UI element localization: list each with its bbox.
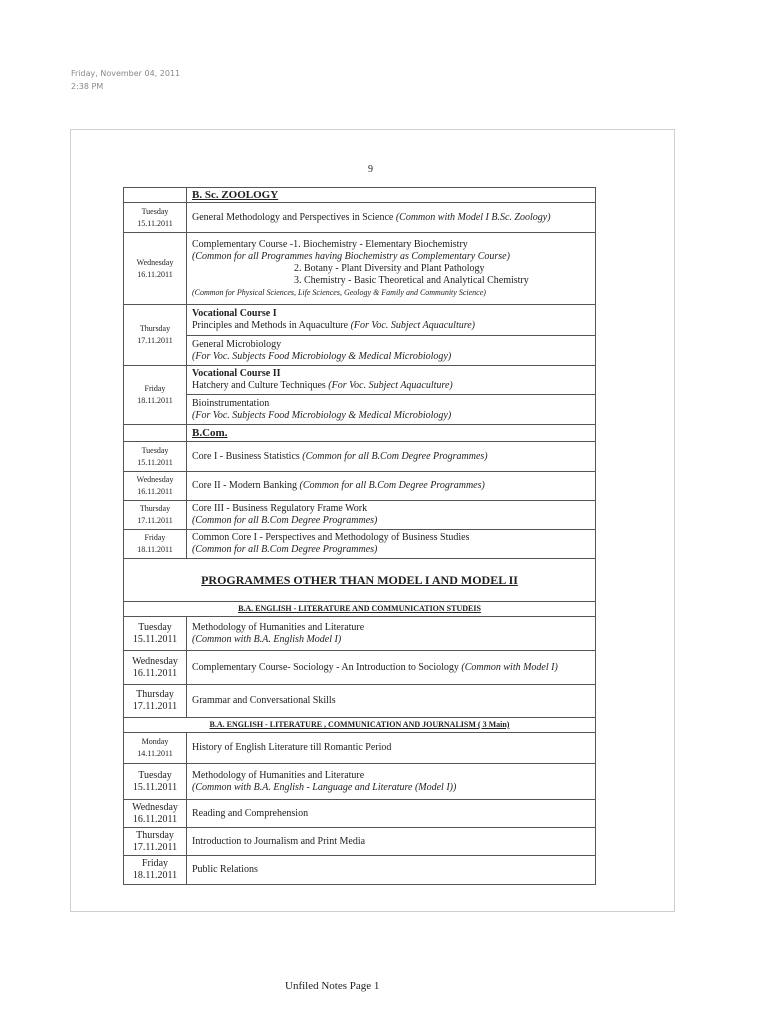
table-row: [124, 501, 596, 530]
section-header-bcom: [124, 425, 596, 442]
day-cell: Tuesday 15.11.2011: [124, 617, 187, 651]
table-row: [124, 651, 596, 685]
subject-cell: Vocational Course I Principles and Methods in Aquaculture (For Voc. Subject Aquaculture): [187, 305, 596, 336]
section-header-ba-english-lcs: [124, 602, 596, 617]
table-row: [124, 442, 596, 472]
exam-schedule-table: [123, 187, 596, 885]
note-time: 2:38 PM: [71, 82, 104, 91]
subject-cell: Bioinstrumentation (For Voc. Subjects Food Microbiology & Medical Microbiology): [187, 395, 596, 425]
subject-cell: Public Relations: [187, 856, 596, 885]
day-cell: Tuesday 15.11.2011: [124, 203, 187, 233]
subject-cell: Methodology of Humanities and Literature (Common with B.A. English Model I): [187, 617, 596, 651]
day-cell: Thursday 17.11.2011: [124, 305, 187, 366]
day-cell: Friday 18.11.2011: [124, 530, 187, 559]
table-row: [124, 472, 596, 501]
section-title: B. Sc. ZOOLOGY: [187, 188, 596, 203]
day-cell: Friday 18.11.2011: [124, 856, 187, 885]
page-footer: Unfiled Notes Page 1: [285, 980, 380, 992]
table-row: [124, 856, 596, 885]
subject-cell: Core III - Business Regulatory Frame Work (Common for all B.Com Degree Programmes): [187, 501, 596, 530]
subject-cell: Common Core I - Perspectives and Methodology of Business Studies (Common for all B.Com Degree Programmes): [187, 530, 596, 559]
subject-cell: Reading and Comprehension: [187, 800, 596, 828]
section-header-bsc-zoology: [124, 188, 596, 203]
day-cell: Friday 18.11.2011: [124, 366, 187, 425]
table-row: [124, 336, 596, 366]
subject-cell: Core II - Modern Banking (Common for all B.Com Degree Programmes): [187, 472, 596, 501]
subject-cell: General Microbiology (For Voc. Subjects Food Microbiology & Medical Microbiology): [187, 336, 596, 366]
day-cell: Thursday 17.11.2011: [124, 828, 187, 856]
table-row: [124, 233, 596, 305]
section-header-ba-english-lcj: [124, 718, 596, 733]
day-cell: Tuesday 15.11.2011: [124, 764, 187, 800]
day-cell: Thursday 17.11.2011: [124, 685, 187, 718]
table-row: [124, 305, 596, 336]
table-row: [124, 366, 596, 395]
programmes-other-heading: PROGRAMMES OTHER THAN MODEL I AND MODEL II: [124, 559, 596, 602]
section-title: B.A. ENGLISH - LITERATURE AND COMMUNICATION STUDEIS: [124, 602, 596, 617]
subject-cell: Vocational Course II Hatchery and Culture Techniques (For Voc. Subject Aquaculture): [187, 366, 596, 395]
subject-cell: Grammar and Conversational Skills: [187, 685, 596, 718]
subject-cell: Complementary Course -1. Biochemistry - Elementary Biochemistry (Common for all Programmes having Biochemistry as Complementary Course) 2. Botany - Plant Diversity and Plant Pathology 3. Chemistry - Basic Theoretical and Analytical Chemistry (Common for Physical Sciences, Life Sciences, Geology & Family and Community Science): [187, 233, 596, 305]
table-row: [124, 530, 596, 559]
day-cell: Wednesday 16.11.2011: [124, 800, 187, 828]
day-cell: Wednesday 16.11.2011: [124, 651, 187, 685]
subject-cell: General Methodology and Perspectives in Science (Common with Model I B.Sc. Zoology): [187, 203, 596, 233]
table-row: [124, 828, 596, 856]
subject-cell: Methodology of Humanities and Literature (Common with B.A. English - Language and Literature (Model I)): [187, 764, 596, 800]
table-row: [124, 800, 596, 828]
subject-cell: Complementary Course- Sociology - An Introduction to Sociology (Common with Model I): [187, 651, 596, 685]
day-cell: Monday 14.11.2011: [124, 733, 187, 764]
day-cell: Wednesday 16.11.2011: [124, 472, 187, 501]
page-number: 9: [368, 164, 373, 175]
table-row: [124, 203, 596, 233]
table-row: [124, 764, 596, 800]
programmes-other-heading-row: [124, 559, 596, 602]
subject-cell: Introduction to Journalism and Print Media: [187, 828, 596, 856]
section-title: B.A. ENGLISH - LITERATURE , COMMUNICATION AND JOURNALISM ( 3 Main): [124, 718, 596, 733]
table-row: [124, 733, 596, 764]
note-date: Friday, November 04, 2011: [71, 69, 181, 78]
day-cell: Tuesday 15.11.2011: [124, 442, 187, 472]
subject-cell: Core I - Business Statistics (Common for all B.Com Degree Programmes): [187, 442, 596, 472]
day-cell: Wednesday 16.11.2011: [124, 233, 187, 305]
table-row: [124, 395, 596, 425]
day-cell: Thursday 17.11.2011: [124, 501, 187, 530]
section-title: B.Com.: [187, 425, 596, 442]
table-row: [124, 617, 596, 651]
table-row: [124, 685, 596, 718]
subject-cell: History of English Literature till Romantic Period: [187, 733, 596, 764]
